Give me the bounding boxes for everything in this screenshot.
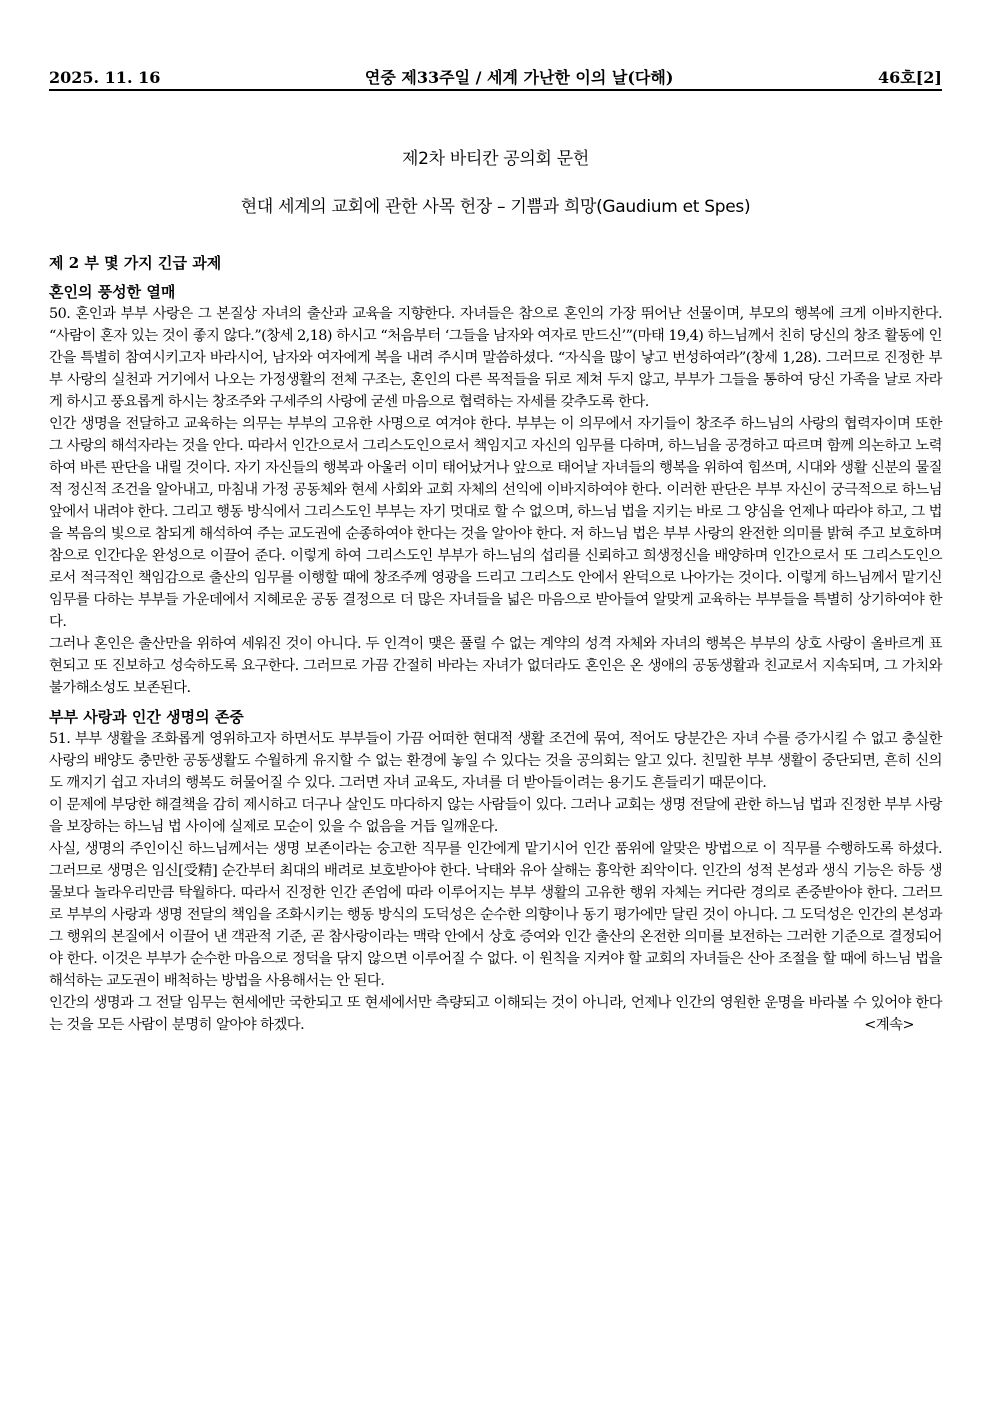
page-header [49,68,942,91]
header-date: 2025. 11. 16 [49,68,161,87]
paragraph: 인간 생명을 전달하고 교육하는 의무는 부부의 고유한 사명으로 여겨야 한다. 부부는 이 의무에서 자기들이 창조주 하느님의 사랑의 협력자이며 또한 그 사랑의 해석자라는 것을 안다. 따라서 인간으로서 그리스도인으로서 책임지고 자신의 임무를 다하며, 하느님을 공경하고 따르며 함께 의논하고 노력하여 바른 판단을 내릴 것이다. 자기 자신들의 행복과 아울러 이미 태어났거나 앞으로 태어날 자녀들의 행복을 위하여 힘쓰며, 시대와 생활 신분의 물질적 정신적 조건을 알아내고, 마침내 가정 공동체와 현세 사회와 교회 자체의 선익에 이바지하여야 한다. 이러한 판단은 부부 자신이 궁극적으로 하느님 앞에서 내려야 한다. 그리고 행동 방식에서 그리스도인 부부는 자기 멋대로 할 수 없으며, 하느님 법을 지키는 바로 그 양심을 언제나 따라야 하고, 그 법을 복음의 빛으로 참되게 해석하여 주는 교도권에 순종하여야 한다는 것을 알아야 한다. 저 하느님 법은 부부 사랑의 완전한 의미를 밝혀 주고 보호하며 참으로 인간다운 완성으로 이끌어 준다. 이렇게 하여 그리스도인 부부가 하느님의 섭리를 신뢰하고 희생정신을 배양하며 인간으로서 또 그리스도인으로서 적극적인 책임감으로 출산의 임무를 이행할 때에 창조주께 영광을 드리고 그리스도 안에서 완덕으로 나아가는 것이다. 이렇게 하느님께서 맡기신 임무를 다하는 부부들 가운데에서 지혜로운 공동 결정으로 더 많은 자녀들을 넓은 마음으로 받아들여 알맞게 교육하는 부부들을 특별히 상기하여야 한다. [49,416,942,630]
paragraph: 이 문제에 부당한 해결책을 감히 제시하고 더구나 살인도 마다하지 않는 사람들이 있다. 그러나 교회는 생명 전달에 관한 하느님 법과 진정한 부부 사랑을 보장하는 하느님 법 사이에 실제로 모순이 있을 수 없음을 거듭 일깨운다. [49,797,942,835]
document-subtitle: 현대 세계의 교회에 관한 사목 헌장 – 기쁨과 희망(Gaudium et Spes) [240,197,751,217]
paragraph: 50. 혼인과 부부 사랑은 그 본질상 자녀의 출산과 교육을 지향한다. 자녀들은 참으로 혼인의 가장 뛰어난 선물이며, 부모의 행복에 크게 이바지한다. “사람이 혼자 있는 것이 좋지 않다.”(창세 2,18) 하시고 “처음부터 ‘그들을 남자와 여자로 만드신’”(마태 19,4) 하느님께서 친히 당신의 창조 활동에 인간을 특별히 참여시키고자 바라시어, 남자와 여자에게 복을 내려 주시며 말씀하셨다. “자식을 많이 낳고 번성하여라”(창세 1,28). 그러므로 진정한 부부 사랑의 실천과 거기에서 나오는 가정생활의 전체 구조는, 혼인의 다른 목적들을 뒤로 제쳐 두지 않고, 부부가 그들을 통하여 당신 가족을 날로 자라게 하시고 풍요롭게 하시는 창조주와 구세주의 사랑에 굳센 마음으로 협력하는 자세를 갖추도록 한다. [49,306,942,410]
header-issue: 46호[2] [877,68,942,87]
paragraph: 51. 부부 생활을 조화롭게 영위하고자 하면서도 부부들이 가끔 어떠한 현대적 생활 조건에 묶여, 적어도 당분간은 자녀 수를 증가시킬 수 없고 충실한 사랑의 배양도 충만한 공동생활도 수월하게 유지할 수 없는 환경에 놓일 수 있다는 것을 공의회는 알고 있다. 친밀한 부부 생활이 중단되면, 흔히 신의도 깨지기 쉽고 자녀의 행복도 허물어질 수 있다. 그러면 자녀 교육도, 자녀를 더 받아들이려는 용기도 흔들리기 때문이다. [49,731,942,791]
paragraph-last [49,992,942,1036]
document-title: 제2차 바티칸 공의회 문헌 [401,149,590,169]
section-heading: 혼인의 풍성한 열매 [49,283,176,301]
header-title: 연중 제33주일 / 세계 가난한 이의 날(다해) [364,68,674,87]
page [49,68,942,1036]
paragraph-text: 인간의 생명과 그 전달 임무는 현세에만 국한되고 또 현세에서만 측량되고 이해되는 것이 아니라, 언제나 인간의 영원한 운명을 바라볼 수 있어야 한다는 것을 모든 사람이 분명히 알아야 하겠다. [49,995,942,1033]
part-title: 제 2 부 몇 가지 긴급 과제 [49,254,222,272]
section-heading: 부부 사랑과 인간 생명의 존중 [49,708,244,726]
paragraph: 사실, 생명의 주인이신 하느님께서는 생명 보존이라는 숭고한 직무를 인간에게 맡기시어 인간 품위에 알맞은 방법으로 이 직무를 수행하도록 하셨다. 그러므로 생명은 임신[受精] 순간부터 최대의 배려로 보호받아야 한다. 낙태와 유아 살해는 흉악한 죄악이다. 인간의 성적 본성과 생식 기능은 하등 생물보다 놀라우리만큼 탁월하다. 따라서 진정한 인간 존엄에 따라 이루어지는 부부 생활의 고유한 행위 자체는 커다란 경의로 존중받아야 한다. 그러므로 부부의 사랑과 생명 전달의 책임을 조화시키는 행동 방식의 도덕성은 순수한 의향이나 동기 평가에만 달린 것이 아니다. 그 도덕성은 인간의 본성과 그 행위의 본질에서 이끌어 낸 객관적 기준, 곧 참사랑이라는 맥락 안에서 상호 증여와 인간 출산의 온전한 의미를 보전하는 그러한 기준으로 결정되어야 한다. 이것은 부부가 순수한 마음으로 정덕을 닦지 않으면 이루어질 수 없다. 이 원칙을 지켜야 할 교회의 자녀들은 산아 조절을 할 때에 하느님 법을 해석하는 교도권이 배척하는 방법을 사용해서는 안 된다. [49,841,942,989]
continued-marker: <계속> [864,1017,914,1033]
paragraph: 그러나 혼인은 출산만을 위하여 세워진 것이 아니다. 두 인격이 맺은 풀릴 수 없는 계약의 성격 자체와 자녀의 행복은 부부의 상호 사랑이 올바르게 표현되고 또 진보하고 성숙하도록 요구한다. 그러므로 가끔 간절히 바라는 자녀가 없더라도 혼인은 온 생애의 공동생활과 친교로서 지속되며, 그 가치와 불가해소성도 보존된다. [49,636,942,696]
